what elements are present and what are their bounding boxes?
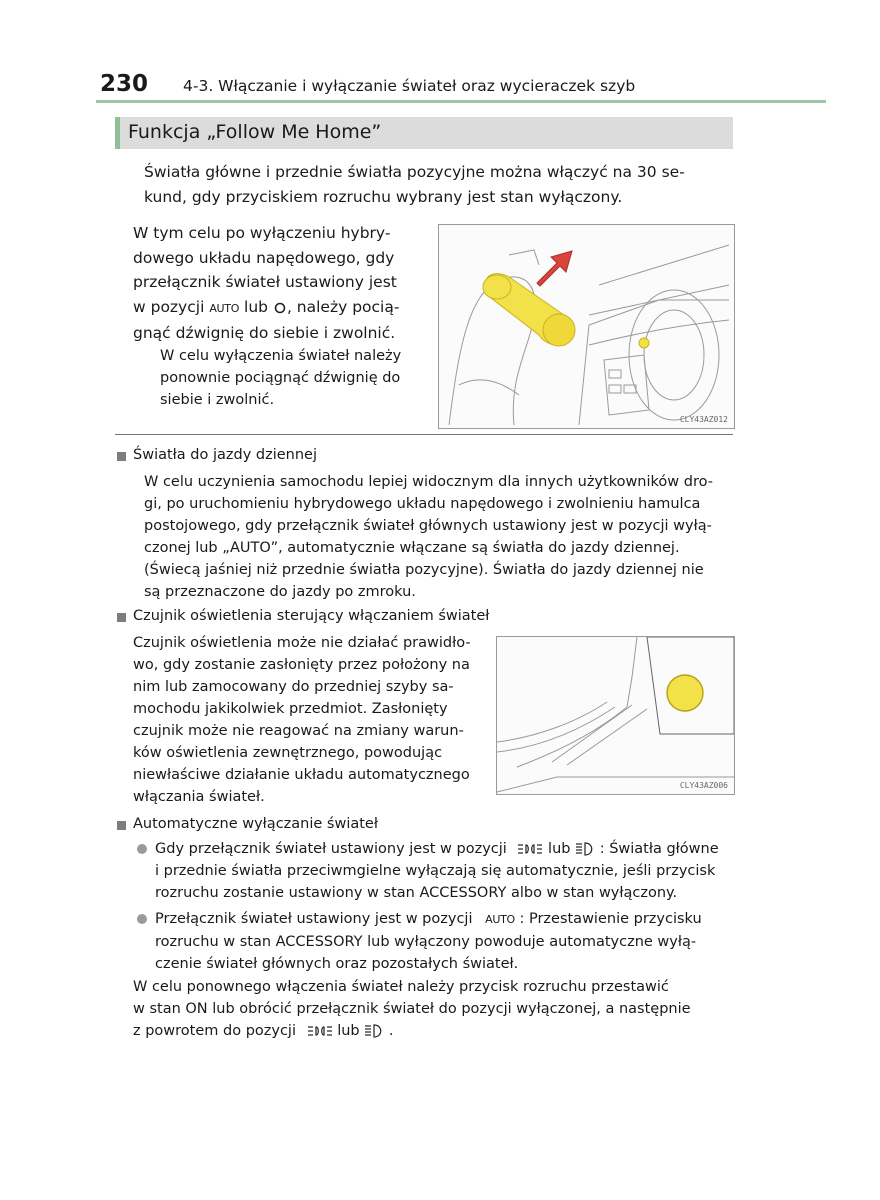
figure-code: CLY43AZ012 [679, 415, 728, 424]
chapter-title: 4-3. Włączanie i wyłączanie świateł oraz wycieraczek szyb [183, 77, 636, 95]
sensor-line: niewłaściwe działanie układu automatycznego [133, 767, 470, 783]
drl-line: gi, po uruchomieniu hybrydowego układu napędowego i zwolnieniu hamulca [144, 496, 701, 512]
round-bullet-icon [137, 914, 147, 924]
auto-off-bullet-2 [155, 908, 733, 975]
lever-figure [438, 224, 735, 429]
auto-label: AUTO [209, 301, 240, 315]
bullet-line [155, 908, 733, 931]
para-line-text: lub [244, 297, 268, 316]
round-bullet-icon [137, 844, 147, 854]
bullet-text: : Przestawienie przycisku [519, 911, 702, 927]
drl-paragraph [144, 471, 733, 603]
sensor-line: mochodu jakikolwiek przedmiot. Zasłonięty [133, 701, 448, 717]
para-line: gnąć dźwignię do siebie i zwolnić. [133, 324, 396, 342]
drl-heading: Światła do jazdy dziennej [133, 447, 317, 463]
parking-light-icon [307, 1024, 333, 1038]
sensor-heading: Czujnik oświetlenia sterujący włączaniem świateł [133, 608, 490, 624]
sensor-line: ków oświetlenia zewnętrznego, powodując [133, 745, 443, 761]
parking-light-icon [517, 842, 543, 856]
note-line: W celu wyłączenia świateł należy [160, 348, 402, 364]
intro-line: Światła główne i przednie światła pozycyjne można włączyć na 30 se- [144, 163, 685, 181]
drl-line: czonej lub „AUTO”, automatycznie włączane są światła do jazdy dziennej. [144, 540, 680, 556]
para-line: przełącznik świateł ustawiony jest [133, 273, 397, 291]
para-line [133, 295, 423, 322]
drl-line: (Świecą jaśniej niż przednie światła pozycyjne). Światła do jazdy dziennej nie [144, 562, 704, 578]
note-line: siebie i zwolnić. [160, 392, 275, 408]
header-rule [96, 100, 826, 103]
para-line: W tym celu po wyłączeniu hybry- [133, 224, 391, 242]
closing-line: W celu ponownego włączenia świateł należy przycisk rozruchu przestawić [133, 979, 669, 995]
sensor-figure [496, 636, 735, 795]
sensor-line: włączania świateł. [133, 789, 265, 805]
follow-me-paragraph [133, 221, 423, 346]
arrow-icon [537, 251, 572, 286]
closing-line: w stan ON lub obrócić przełącznik świateł do pozycji wyłączonej, a następnie [133, 1001, 691, 1017]
sensor-line: wo, gdy zostanie zasłonięty przez położony na [133, 657, 470, 673]
sensor-line: nim lub zamocowany do przedniej szyby sa- [133, 679, 454, 695]
auto-off-bullet-1 [155, 838, 733, 904]
bullet-text: Gdy przełącznik świateł ustawiony jest w pozycji [155, 841, 507, 857]
drl-line: postojowego, gdy przełącznik świateł głównych ustawiony jest w pozycji wyłą- [144, 518, 712, 534]
para-line: dowego układu napędowego, gdy [133, 248, 395, 267]
bullet-text: lub [548, 841, 571, 857]
bullet-text: : Światła główne [599, 841, 719, 857]
circle-position-icon [273, 300, 287, 314]
sensor-line: Czujnik oświetlenia może nie działać prawidło- [133, 635, 471, 651]
bullet-line: rozruchu zostanie ustawiony w stan ACCESSORY albo w stan wyłączony. [155, 885, 678, 901]
section-bar-accent [115, 117, 120, 149]
bullet-line: i przednie światła przeciwmgielne wyłączają się automatycznie, jeśli przycisk [155, 863, 716, 879]
square-bullet-icon [117, 821, 126, 830]
auto-label: AUTO [485, 913, 515, 926]
closing-text: lub [337, 1023, 360, 1039]
sensor-highlight [667, 675, 703, 711]
intro-line: kund, gdy przyciskiem rozruchu wybrany jest stan wyłączony. [144, 187, 623, 206]
drl-line: są przeznaczone do jazdy po zmroku. [144, 584, 416, 600]
drl-line: W celu uczynienia samochodu lepiej widocznym dla innych użytkowników dro- [144, 474, 713, 490]
bullet-text: Przełącznik świateł ustawiony jest w pozycji [155, 911, 473, 927]
para-line-text: , należy pocią- [286, 297, 400, 316]
sensor-illustration [497, 637, 734, 794]
auto-off-closing [133, 976, 733, 1042]
figure-code: CLY43AZ006 [679, 781, 728, 790]
closing-line [133, 1020, 733, 1042]
bullet-line [155, 838, 733, 860]
square-bullet-icon [117, 452, 126, 461]
square-bullet-icon [117, 613, 126, 622]
bullet-line: rozruchu w stan ACCESSORY lub wyłączony powoduje automatyczne wyłą- [155, 934, 697, 950]
intro-paragraph [144, 160, 734, 209]
closing-text: . [388, 1023, 394, 1039]
headlight-icon [364, 1024, 384, 1038]
section-title: Funkcja „Follow Me Home” [128, 121, 382, 143]
page-number: 230 [100, 71, 149, 97]
bullet-line: czenie świateł głównych oraz pozostałych świateł. [155, 956, 519, 972]
auto-off-heading: Automatyczne wyłączanie świateł [133, 816, 378, 832]
closing-text: z powrotem do pozycji [133, 1023, 296, 1039]
headlight-icon [575, 842, 595, 856]
sensor-paragraph [133, 632, 476, 808]
follow-me-note [160, 345, 430, 411]
sensor-line: czujnik może nie reagować na zmiany warun- [133, 723, 464, 739]
para-line-text: w pozycji [133, 297, 205, 316]
note-line: ponownie pociągnąć dźwignię do [160, 370, 401, 386]
lever-illustration [439, 225, 734, 428]
section-separator [115, 434, 733, 435]
